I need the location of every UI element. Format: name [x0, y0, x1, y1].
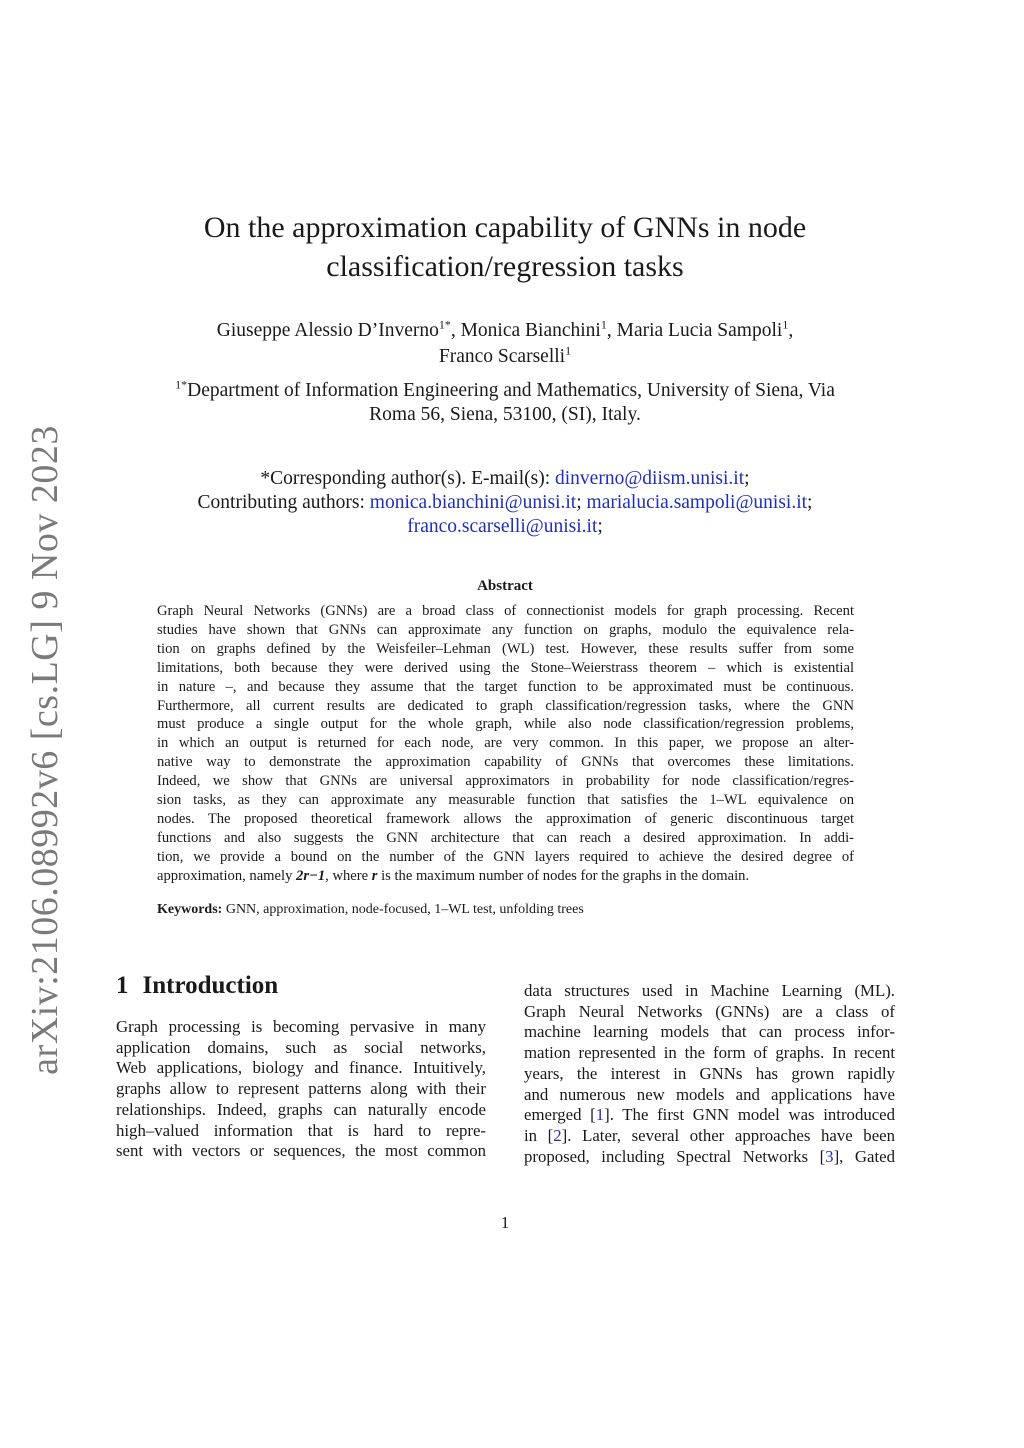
math-variable: r: [371, 867, 378, 884]
body-line: relationships. Indeed, graphs can naturally encode: [116, 1099, 486, 1119]
corresponding-author-line: [130, 467, 880, 491]
separator: ;: [744, 468, 750, 489]
keywords-label: Keywords:: [157, 902, 223, 917]
body-line: mation represented in the form of graphs. In recent: [524, 1043, 895, 1063]
citation-link[interactable]: 1: [595, 1105, 605, 1125]
abstract-line: studies have shown that GNNs can approximate any function on graphs, modulo the equivalence rela-: [157, 621, 854, 638]
body-line: high–valued information that is hard to repre-: [116, 1120, 486, 1140]
author-line-2: [130, 344, 880, 370]
affiliation-superscript: 1*: [175, 377, 188, 392]
body-text: in [: [524, 1125, 554, 1145]
abstract-heading: Abstract: [477, 578, 533, 594]
separator: ;: [597, 516, 603, 537]
body-line: graphs allow to represent patterns along with their: [116, 1079, 486, 1099]
paper-title: [150, 208, 860, 286]
body-text: emerged [: [524, 1105, 596, 1125]
abstract-line: sion tasks, as they can approximate any measurable function that satisfies the 1–WL equivalence on: [157, 792, 854, 809]
affiliation-text: Department of Information Engineering and Mathematics, University of Siena, Via: [187, 380, 835, 401]
abstract-line: Furthermore, all current results are dedicated to graph classification/regression tasks, where the GNN: [157, 697, 854, 714]
separator: ;: [576, 492, 582, 513]
corresponding-label: *Corresponding author(s). E-mail(s):: [260, 468, 551, 489]
author-superscript: 1: [565, 343, 572, 358]
abstract-line: Graph Neural Networks (GNNs) are a broad class of connectionist models for graph processing. Recent: [157, 603, 854, 619]
abstract-text: approximation, namely: [157, 867, 297, 884]
abstract-line: Indeed, we show that GNNs are universal approximators in probability for node classification/regres-: [157, 773, 854, 790]
abstract-line: tion, we provide a bound on the number of the GNN layers required to achieve the desired degree of: [157, 848, 854, 865]
body-line: machine learning models that can process infor-: [524, 1022, 895, 1042]
body-line: years, the interest in GNNs has grown rapidly: [524, 1063, 895, 1083]
keywords: [157, 902, 854, 918]
body-line: sent with vectors or sequences, the most common: [116, 1141, 486, 1161]
body-column-right: [524, 981, 895, 1167]
author-separator: ,: [788, 320, 794, 341]
contact-block: [130, 467, 880, 539]
body-text: ]. Later, several other approaches have been: [561, 1125, 895, 1145]
author-list: [130, 318, 880, 370]
section-number: 1: [116, 972, 129, 999]
abstract-body: [157, 602, 854, 886]
author-name: Monica Bianchini: [460, 320, 601, 341]
body-line: application domains, such as social networks,: [116, 1037, 486, 1057]
title-line-1: On the approximation capability of GNNs in node: [203, 211, 807, 244]
author-line-1: [130, 318, 880, 344]
abstract-line: in which an output is returned for each node, are very common. In this paper, we propose an alter-: [157, 735, 854, 752]
body-line: [524, 1147, 895, 1168]
author-separator: ,: [606, 320, 617, 341]
email-link-sampoli[interactable]: marialucia.sampoli@unisi.it: [586, 492, 808, 513]
abstract-line: functions and also suggests the GNN architecture that can reach a desired approximation. In addi-: [157, 829, 854, 846]
body-line: and numerous new models and applications have: [524, 1084, 895, 1104]
email-link-scarselli[interactable]: franco.scarselli@unisi.it: [407, 516, 598, 537]
author-superscript: 1: [600, 317, 607, 332]
body-text: ]. The first GNN model was introduced: [604, 1105, 896, 1125]
author-superscript: 1: [782, 317, 789, 332]
body-line: Web applications, biology and finance. Intuitively,: [116, 1058, 486, 1078]
page-number: 1: [500, 1213, 510, 1232]
email-link-bianchini[interactable]: monica.bianchini@unisi.it: [369, 492, 577, 513]
body-line: Graph processing is becoming pervasive in many: [116, 1017, 486, 1036]
body-line: [524, 1126, 895, 1147]
abstract-text: is the maximum number of nodes for the graphs in the domain.: [377, 867, 750, 884]
author-name: Franco Scarselli: [438, 346, 566, 367]
author-separator: ,: [450, 320, 461, 341]
abstract-text: , where: [325, 867, 372, 884]
section-heading: [116, 972, 292, 1000]
body-line: [524, 1105, 895, 1126]
math-expression: 2r−1: [296, 867, 326, 884]
citation-link[interactable]: 3: [825, 1146, 834, 1166]
affiliation: [130, 379, 880, 427]
body-line: data structures used in Machine Learning (ML).: [524, 981, 895, 1000]
title-line-2: classification/regression tasks: [326, 250, 684, 283]
author-superscript: 1*: [438, 317, 451, 332]
abstract-line: limitations, both because they were derived using the Stone–Weierstrass theorem – which is existential: [157, 659, 854, 676]
body-text: ], Gated: [833, 1146, 895, 1166]
abstract-line-last: [157, 867, 854, 886]
abstract-line: in nature –, and because they assume that the target function to be approximated must be continuous.: [157, 678, 854, 695]
author-name: Giuseppe Alessio D’Inverno: [216, 320, 439, 341]
contributing-authors-line-2: [130, 515, 880, 539]
section-title: Introduction: [142, 972, 279, 999]
body-line: Graph Neural Networks (GNNs) are a class of: [524, 1001, 895, 1021]
contributing-label: Contributing authors:: [197, 492, 365, 513]
arxiv-identifier: [10, 425, 80, 1075]
abstract-line: must produce a single output for the whole graph, while also node classification/regression problems,: [157, 716, 854, 733]
body-column-left: [116, 1017, 486, 1162]
body-text: proposed, including Spectral Networks [: [524, 1146, 826, 1166]
keywords-text: GNN, approximation, node-focused, 1–WL test, unfolding trees: [225, 902, 584, 917]
contributing-authors-line: [130, 491, 880, 515]
abstract-line: nodes. The proposed theoretical framework allows the approximation of generic discontinuous target: [157, 810, 854, 827]
affiliation-line-1: [130, 379, 880, 403]
arxiv-identifier-text: arXiv:2106.08992v6 [cs.LG] 9 Nov 2023: [24, 425, 66, 1075]
abstract-line: tion on graphs defined by the Weisfeiler–Lehman (WL) test. However, these results suffer from some: [157, 640, 854, 657]
separator: ;: [807, 492, 813, 513]
affiliation-line-2: Roma 56, Siena, 53100, (SI), Italy.: [369, 404, 641, 425]
citation-link[interactable]: 2: [553, 1125, 562, 1145]
author-name: Maria Lucia Sampoli: [616, 320, 783, 341]
corresponding-email-link[interactable]: dinverno@diism.unisi.it: [555, 468, 745, 489]
abstract-line: native way to demonstrate the approximation capability of GNNs that overcomes these limitations.: [157, 754, 854, 771]
